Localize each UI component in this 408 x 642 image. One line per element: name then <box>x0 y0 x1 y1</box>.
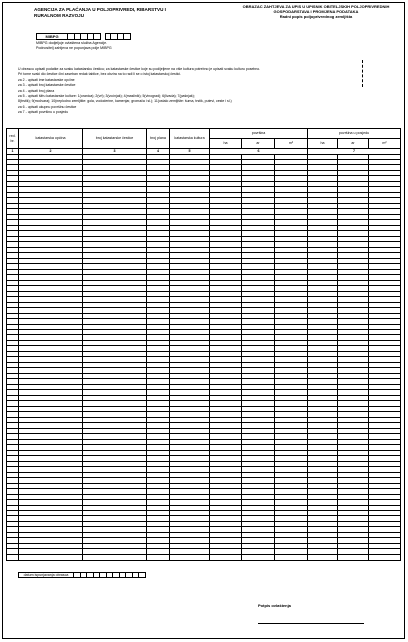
instruction-line: U obrascu upisati podatke za svaku katastarsku česticu; za katastarske čestice koje su podijeljene na više kultura potrebno je upisati svaku kulturu posebno. <box>18 67 261 71</box>
mibpg-note: MIBPG dodjeljuje ovlaštena služba Agencije. <box>36 41 108 45</box>
header-povrsina: površina <box>210 129 308 139</box>
col-number: 7 <box>308 149 401 155</box>
date-label: datum ispunjavanja obrasca <box>18 572 74 578</box>
table-cell[interactable] <box>338 554 369 560</box>
col-number: 4 <box>147 149 170 155</box>
col-number: 1 <box>7 149 19 155</box>
mibpg-label: MIBPG <box>36 33 68 40</box>
table-cell[interactable] <box>19 554 83 560</box>
instruction-line: za 5 - upisati šifru katastarske kulture: 1(oranica); 2(vrt); 3(voćnjak); 4(maslinik); 5(vinograd); 6(livada); 7(pašnjak); <box>18 94 195 99</box>
instruction-line: za 3 - upisati broj katastarske čestice <box>18 83 76 88</box>
header-katastarska-opcina: katastarska općina <box>19 129 83 149</box>
instructions <box>18 67 310 116</box>
table-row <box>7 554 401 560</box>
mibpg-notes <box>36 41 112 51</box>
unit-m2: m² <box>369 139 401 149</box>
col-number: 2 <box>19 149 83 155</box>
table-cell[interactable] <box>308 554 338 560</box>
unit-ar: ar <box>338 139 369 149</box>
form-subtitle: Radni popis poljoprivrednog zemljišta <box>279 14 353 20</box>
instruction-line: za 7 - upisati površinu u posjedu <box>18 110 69 115</box>
col-number: 5 <box>170 149 210 155</box>
date-digit-box[interactable] <box>139 572 146 578</box>
table-cell[interactable] <box>242 554 275 560</box>
signature-line[interactable] <box>258 623 364 624</box>
mibpg-field[interactable] <box>36 33 131 40</box>
col-number: 3 <box>83 149 147 155</box>
mibpg-digit-box[interactable] <box>124 33 131 40</box>
unit-m2: m² <box>275 139 308 149</box>
header-rb: red. br. <box>7 129 19 149</box>
header-povrsina-posjed: površina u posjedu <box>308 129 401 139</box>
signature-label: Potpis ovlaštenja <box>258 603 291 608</box>
table-cell[interactable] <box>147 554 170 560</box>
unit-ha: ha <box>210 139 242 149</box>
table-cell[interactable] <box>7 554 19 560</box>
dashed-divider <box>362 60 363 87</box>
table-cell[interactable] <box>210 554 242 560</box>
table-cell[interactable] <box>83 554 147 560</box>
header-broj-plana: broj plana <box>147 129 170 149</box>
table-cell[interactable] <box>275 554 308 560</box>
unit-ha: ha <box>308 139 338 149</box>
col-number: 6 <box>210 149 308 155</box>
land-table <box>6 128 401 561</box>
instruction-line: Pri tome svaki dio čestice čini zaseban redak tablice, bez obzira na to radi li se o istoj katastarskoj čestici. <box>18 72 182 77</box>
date-field[interactable] <box>18 572 146 578</box>
agency-name: AGENCIJA ZA PLAĆANJA U POLJOPRIVREDI, RIBARSTVU I RURALNOM RAZVOJU <box>34 7 166 18</box>
table-cell[interactable] <box>369 554 401 560</box>
instruction-line: za 4 - upisati broj plana <box>18 88 55 93</box>
header-kultura: katastarska kultura <box>170 129 210 149</box>
mibpg-note: Podnositelj zahtjeva ne popunjava polje MIBPG <box>36 46 112 50</box>
form-title <box>228 4 404 20</box>
instruction-line: za 2 - upisati ime katastarske općine <box>18 77 75 82</box>
instruction-line: za 6 - upisati ukupnu površinu čestice <box>18 104 77 109</box>
table-cell[interactable] <box>170 554 210 560</box>
instruction-line: 8(trstik); 9(močvara); 10(neplodno zemljište: gola, vododerine, kamenjar, gromača i sl.); 11(ostalo zemljište: šuma, trstik, putevi, ceste i sl.) <box>18 99 232 104</box>
header-broj-cestice: broj katastarske čestice <box>83 129 147 149</box>
unit-ar: ar <box>242 139 275 149</box>
form-title-main: OBRAZAC ZAHTJEVA ZA UPIS U UPISNIK OBITELJSKIH POLJOPRIVREDNIH GOSPODARSTAVA I PROMJENA PODATAKA <box>242 4 390 15</box>
